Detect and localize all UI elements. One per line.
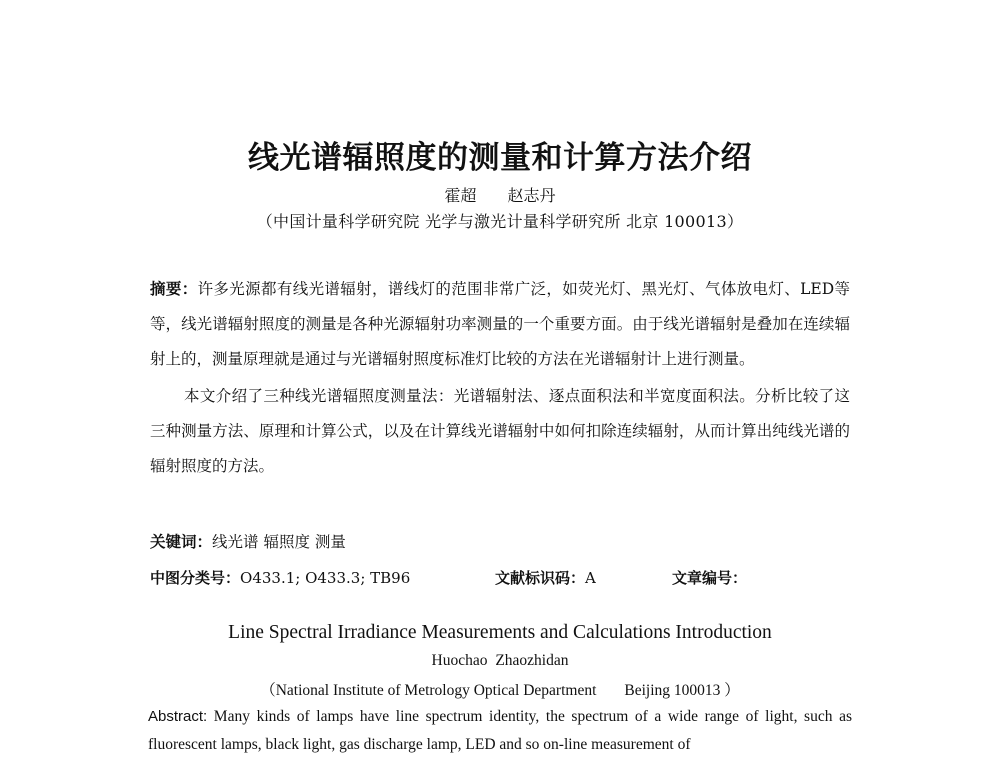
clc-block (150, 567, 410, 588)
affiliation-cn: （中国计量科学研究院 光学与激光计量科学研究所 北京 100013） (256, 212, 744, 231)
doc-code-block (495, 567, 596, 588)
doc-code-value: A (585, 569, 596, 587)
keywords-value: 线光谱 辐照度 测量 (212, 533, 346, 551)
doc-code-label: 文献标识码： (495, 569, 586, 587)
affiliation-en-city: Beijing 100013 ） (624, 682, 740, 699)
paper-title-cn: 线光谱辐照度的测量和计算方法介绍 (248, 140, 752, 176)
keywords-label: 关键词： (150, 533, 213, 551)
authors-cn: 霍超 赵志丹 (444, 186, 556, 205)
authors-en: Huochao Zhaozhidan (431, 652, 569, 669)
paper-title-en: Line Spectral Irradiance Measurements and Calculations Introduction (228, 622, 772, 643)
abstract-label-cn: 摘要： (150, 280, 198, 298)
clc-label: 中图分类号： (150, 569, 241, 587)
article-no-label: 文章编号： (672, 569, 748, 587)
keywords-line (150, 530, 346, 552)
clc-value: O433.1; O433.3; TB96 (240, 569, 411, 587)
abstract-text-1: 许多光源都有线光谱辐射，谱线灯的范围非常广泛，如荧光灯、黑光灯、气体放电灯、LED等等，线光谱辐射照度的测量是各种光源辐射功率测量的一个重要方面。由于线光谱辐射是叠加在连续辐射上的，测量原理就是通过与光谱辐射照度标准灯比较的方法在光谱辐射计上进行测量。 (150, 280, 850, 368)
abstract-text-en: Many kinds of lamps have line spectrum identity, the spectrum of a wide range of light, such as fluorescent lamps, black light, gas discharge lamp, LED and so on-line measurement of (148, 708, 852, 753)
abstract-text-2: 本文介绍了三种线光谱辐照度测量法：光谱辐射法、逐点面积法和半宽度面积法。分析比较了这三种测量方法、原理和计算公式，以及在计算线光谱辐射中如何扣除连续辐射，从而计算出纯线光谱的辐射照度的方法。 (150, 387, 850, 475)
abstract-cn (150, 272, 850, 484)
abstract-label-en: Abstract: (148, 708, 208, 725)
abstract-en (148, 703, 852, 759)
affiliation-en (0, 678, 1000, 700)
affiliation-en-dept: （National Institute of Metrology Optical Department (260, 682, 597, 699)
abstract-paragraph-2 (150, 379, 850, 484)
abstract-paragraph-1 (150, 272, 850, 377)
article-no-block (672, 567, 747, 588)
